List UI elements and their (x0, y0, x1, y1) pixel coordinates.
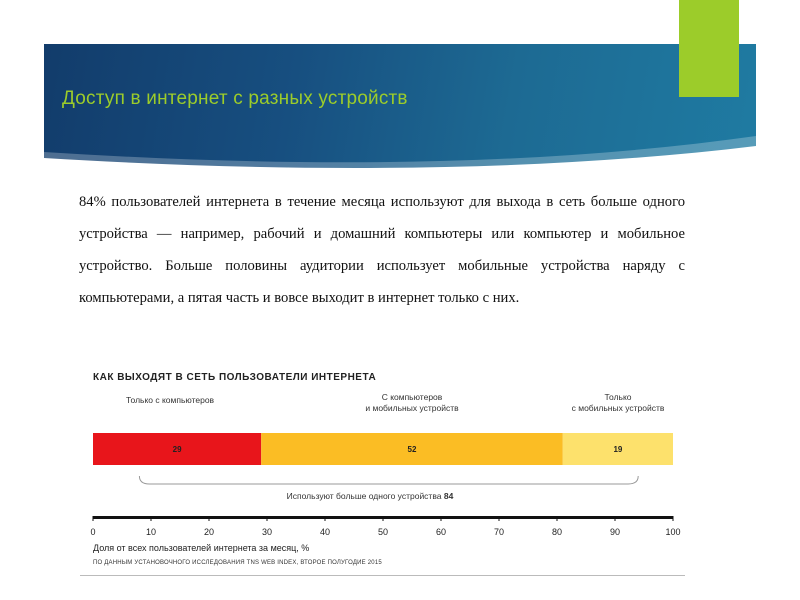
bracket-line (139, 476, 638, 484)
x-tick-label-0: 0 (90, 527, 96, 537)
bottom-divider (80, 575, 685, 576)
segment-label-3: Только с мобильных устройств (571, 392, 665, 413)
x-tick-label-8: 80 (551, 527, 563, 537)
bracket-label-text: Используют больше одного устройства (286, 491, 442, 501)
x-tick-label-3: 30 (261, 527, 273, 537)
bracket-label (230, 491, 510, 501)
segment-label-1: Только с компьютеров (126, 395, 215, 405)
x-tick-label-5: 50 (377, 527, 389, 537)
source-note: ПО ДАННЫМ УСТАНОВОЧНОГО ИССЛЕДОВАНИЯ TNS WEB INDEX, ВТОРОЕ ПОЛУГОДИЕ 2015 (93, 560, 382, 566)
accent-block (679, 0, 739, 97)
segment-label-2: С компьютеров и мобильных устройств (365, 392, 459, 413)
x-tick-label-4: 40 (319, 527, 331, 537)
x-tick-label-1: 10 (145, 527, 157, 537)
x-tick-label-10: 100 (665, 527, 681, 537)
bracket-value: 84 (443, 491, 454, 501)
x-axis-label: Доля от всех пользователей интернета за месяц, % (93, 543, 310, 553)
x-tick-label-7: 70 (493, 527, 505, 537)
device-access-chart (80, 368, 690, 578)
bar-value-label-2: 52 (407, 445, 417, 454)
bar-value-label-3: 19 (613, 445, 623, 454)
chart-title: КАК ВЫХОДЯТ В СЕТЬ ПОЛЬЗОВАТЕЛИ ИНТЕРНЕТА (93, 372, 377, 383)
bar-value-label-1: 29 (172, 445, 182, 454)
x-tick-label-9: 90 (609, 527, 621, 537)
x-tick-label-2: 20 (203, 527, 215, 537)
slide-title: Доступ в интернет с разных устройств (62, 88, 408, 109)
x-tick-label-6: 60 (435, 527, 447, 537)
title-banner (44, 44, 756, 174)
body-paragraph: 84% пользователей интернета в течение месяца используют для выхода в сеть больше одного устройства — например, рабочий и домашний компьютеры или компьютер и мобильное устройство. Больше половины аудитории использует мобильные устройства наряду с компьютерами, а пятая часть и вовсе выходит в интернет только с них. (79, 194, 685, 306)
